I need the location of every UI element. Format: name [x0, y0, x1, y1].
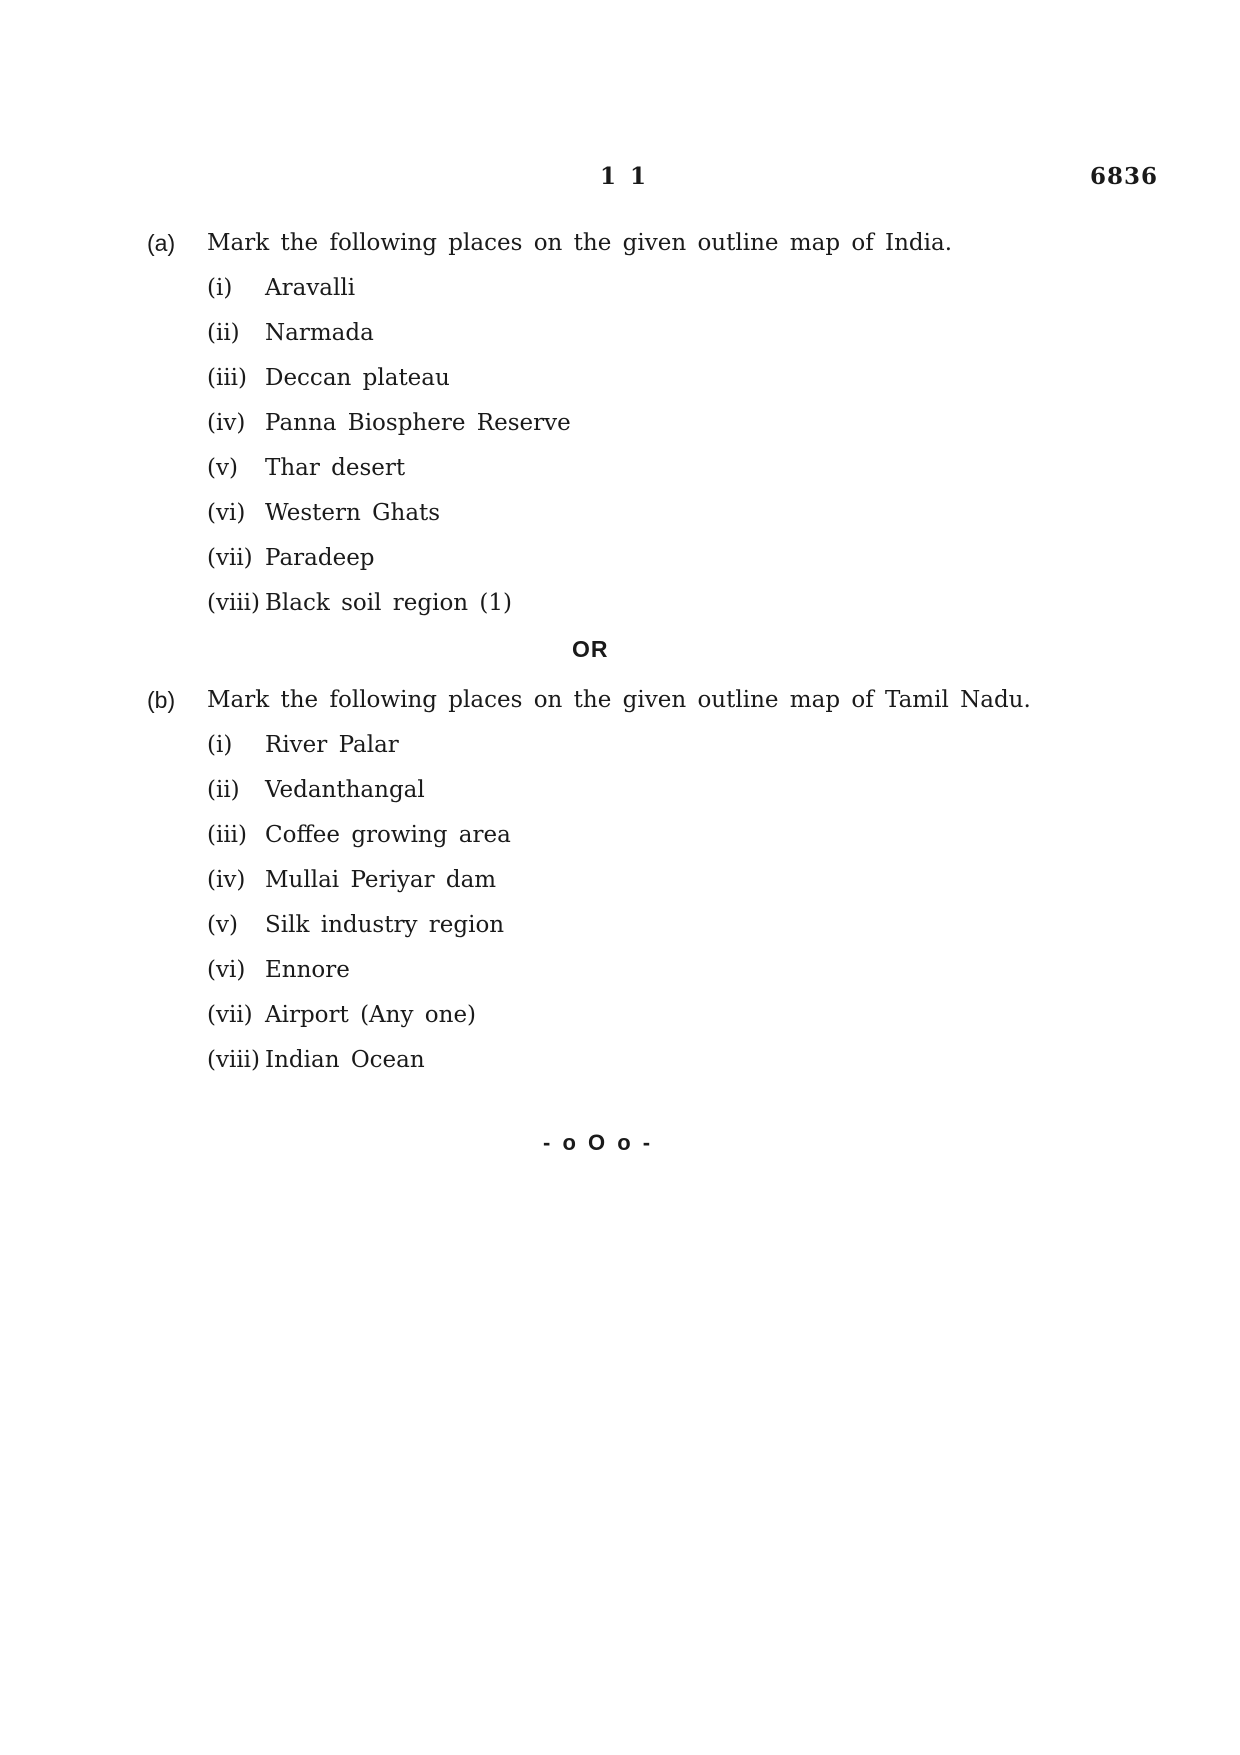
list-item [147, 908, 1147, 953]
item-number: (iii) [207, 822, 248, 848]
item-text: Vedanthangal [265, 777, 425, 803]
question-b-label: (b) [147, 687, 176, 713]
question-b-text: Mark the following places on the given outline map of Tamil Nadu. [207, 687, 1031, 713]
item-text: Silk industry region [265, 912, 505, 938]
question-b-list [147, 728, 1147, 1088]
list-item [147, 953, 1147, 998]
item-text: Airport (Any one) [265, 1002, 477, 1028]
list-item [147, 316, 1147, 361]
question-b [147, 683, 1147, 1088]
list-item [147, 586, 1147, 631]
item-number: (vii) [207, 1002, 253, 1028]
question-a-text: Mark the following places on the given outline map of India. [207, 230, 953, 256]
item-text: Paradeep [265, 545, 375, 571]
item-text: Coffee growing area [265, 822, 511, 848]
list-item [147, 773, 1147, 818]
list-item [147, 271, 1147, 316]
list-item [147, 361, 1147, 406]
item-text: Black soil region (1) [265, 590, 513, 616]
item-number: (viii) [207, 590, 261, 616]
end-of-paper-mark: - o O o - [543, 1130, 654, 1155]
item-number: (v) [207, 455, 238, 481]
item-number: (viii) [207, 1047, 261, 1073]
list-item [147, 728, 1147, 773]
item-number: (vii) [207, 545, 253, 571]
item-text: Ennore [265, 957, 350, 983]
item-text: Mullai Periyar dam [265, 867, 497, 893]
item-number: (ii) [207, 320, 240, 346]
item-text: Western Ghats [265, 500, 441, 526]
item-number: (v) [207, 912, 238, 938]
item-number: (iv) [207, 867, 246, 893]
list-item [147, 818, 1147, 863]
list-item [147, 496, 1147, 541]
question-b-heading [147, 683, 1147, 717]
list-item [147, 863, 1147, 908]
item-number: (vi) [207, 957, 246, 983]
item-text: Deccan plateau [265, 365, 450, 391]
question-a-list [147, 271, 1147, 631]
list-item [147, 451, 1147, 496]
item-text: Thar desert [265, 455, 406, 481]
item-text: Aravalli [265, 275, 356, 301]
item-text: Indian Ocean [265, 1047, 425, 1073]
list-item [147, 406, 1147, 451]
item-text: River Palar [265, 732, 399, 758]
item-number: (ii) [207, 777, 240, 803]
question-a-heading [147, 226, 1147, 260]
paper-code: 6836 [1090, 163, 1159, 190]
or-separator: OR [572, 636, 609, 662]
item-number: (i) [207, 275, 233, 301]
question-a-label: (a) [147, 230, 176, 256]
list-item [147, 998, 1147, 1043]
question-a [147, 226, 1147, 631]
item-number: (i) [207, 732, 233, 758]
item-text: Narmada [265, 320, 374, 346]
item-number: (iii) [207, 365, 248, 391]
page-number: 1 1 [600, 163, 650, 190]
list-item [147, 541, 1147, 586]
item-text: Panna Biosphere Reserve [265, 410, 571, 436]
list-item [147, 1043, 1147, 1088]
item-number: (iv) [207, 410, 246, 436]
item-number: (vi) [207, 500, 246, 526]
